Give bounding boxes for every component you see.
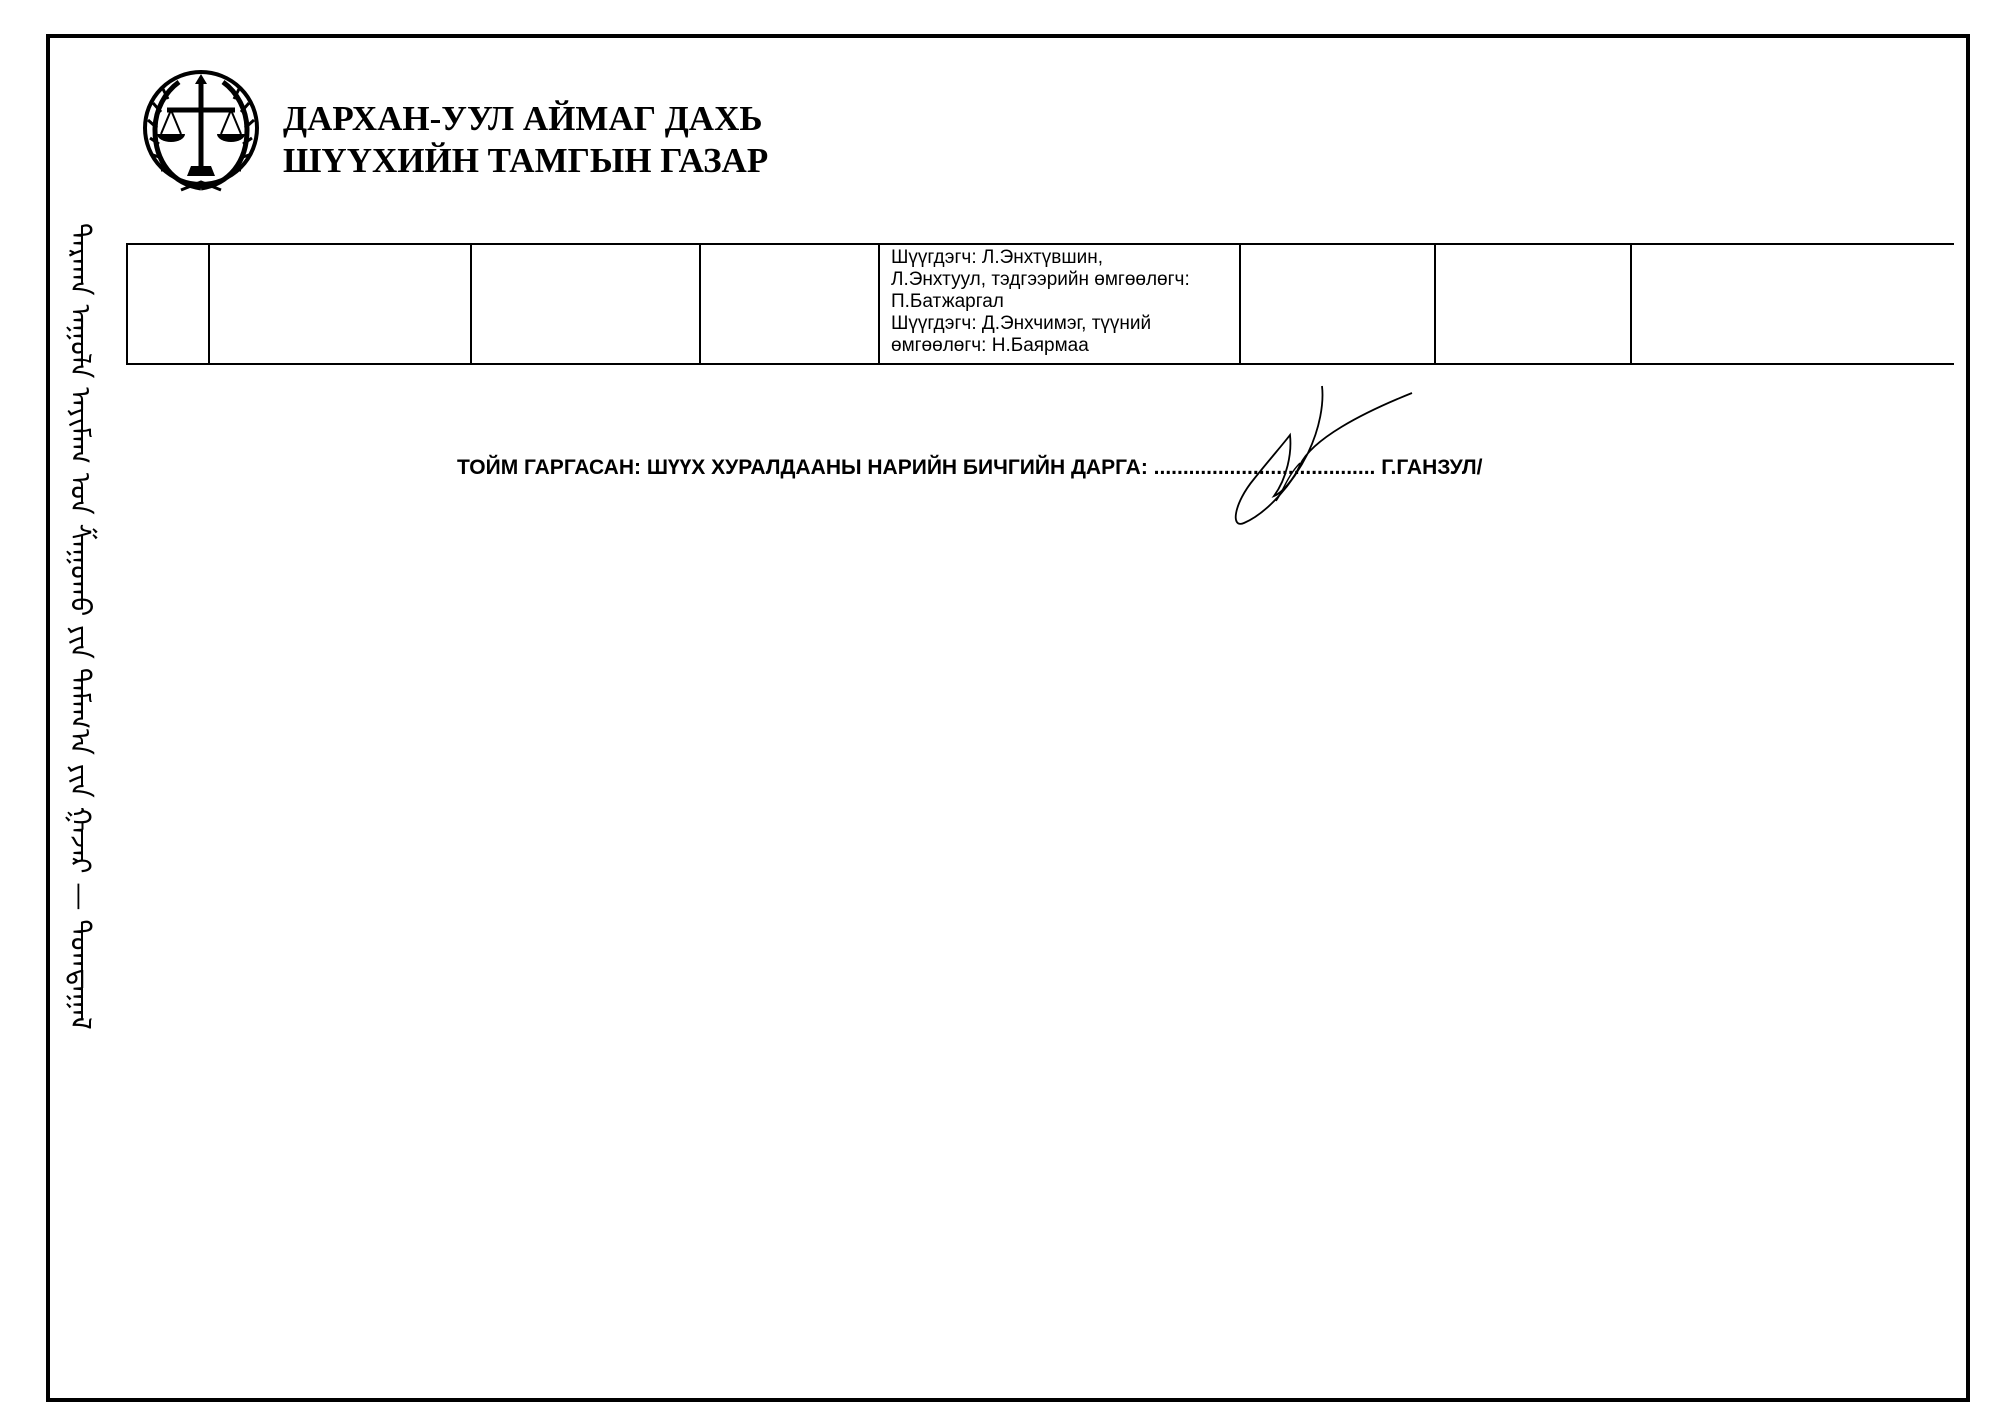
side-mongolian-script: ᠳᠠᠷᠬᠠᠨ ᠠᠭᠤᠯᠠ ᠠᠶᠢᠮᠠᠭ ᠤᠨ ᠱᠠᠭᠤᠬᠤ ᠶᠢᠨ ᠲᠠᠮᠠᠭ᠎ᠠ ᠶᠢᠨ ᠭᠠᠵᠠᠷ — ᠲᠣᠭᠲᠠᠭᠠᠯ	[64, 223, 97, 1030]
organization-title	[283, 98, 768, 182]
table-cell	[1631, 244, 1954, 364]
table-cell	[471, 244, 700, 364]
table-cell	[1435, 244, 1631, 364]
table-cell	[1240, 244, 1435, 364]
org-title-line2: ШҮҮХИЙН ТАМГЫН ГАЗАР	[283, 141, 769, 180]
table-row	[127, 244, 1954, 364]
side-rule	[46, 215, 50, 1166]
parties-line: П.Батжаргал	[891, 291, 1004, 312]
parties-line: Л.Энхтуул, тэдгээрийн өмгөөлөгч:	[891, 269, 1190, 290]
summary-label: ТОЙМ ГАРГАСАН: ШҮҮХ ХУРАЛДААНЫ НАРИЙН БИЧГИЙН ДАРГА:	[457, 456, 1148, 479]
table-cell	[700, 244, 879, 364]
parties-line: өмгөөлөгч: Н.Баярмаа	[891, 335, 1089, 356]
table-cell-parties	[879, 244, 1240, 364]
table-cell	[209, 244, 471, 364]
court-emblem-icon	[137, 64, 265, 204]
page-border	[46, 34, 1970, 1402]
signature-dots: ......................................	[1153, 456, 1376, 479]
secretary-name: Г.ГАНЗУЛ/	[1381, 456, 1483, 479]
parties-line: Шүүгдэгч: Л.Энхтүвшин,	[891, 247, 1103, 268]
case-table	[126, 243, 1954, 365]
table-cell-number	[127, 244, 209, 364]
parties-line: Шүүгдэгч: Д.Энхчимэг, түүний	[891, 313, 1152, 334]
org-title-line1: ДАРХАН-УУЛ АЙМАГ ДАХЬ	[283, 99, 763, 138]
handwritten-signature-icon	[1222, 383, 1422, 526]
